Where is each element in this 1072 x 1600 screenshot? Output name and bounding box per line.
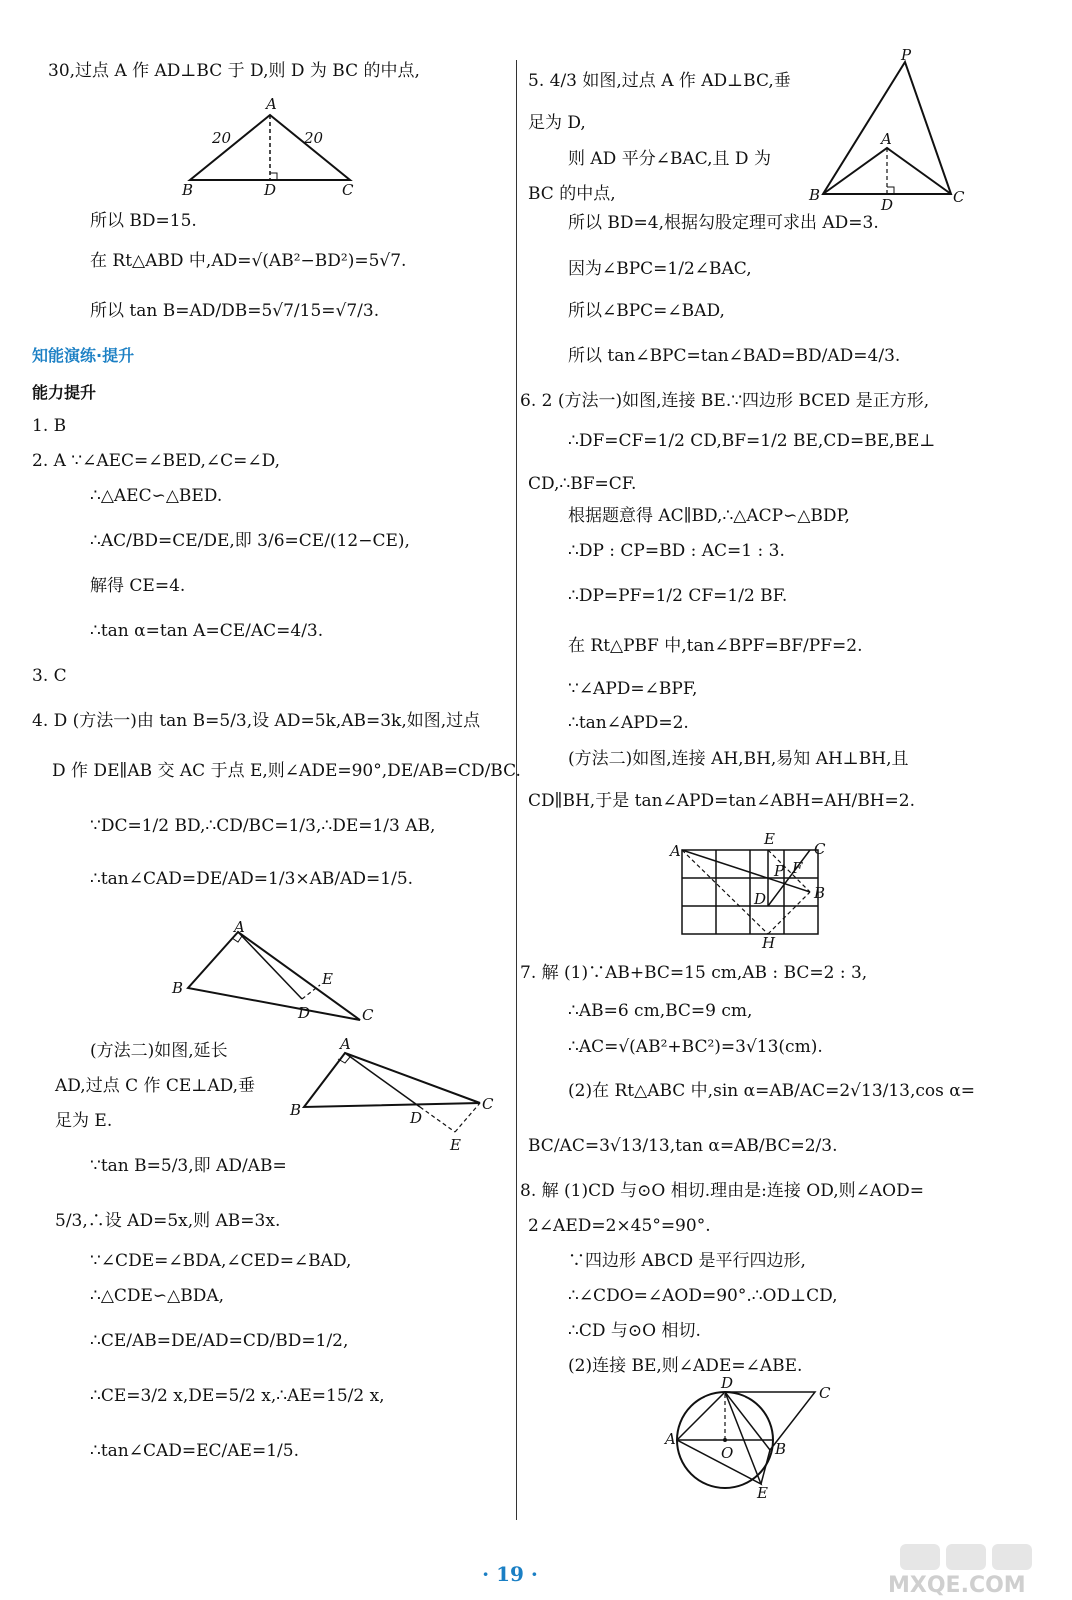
label-B: B (775, 1440, 787, 1458)
section-title: 知能演练·提升 (32, 346, 135, 365)
label-D: D (410, 1109, 423, 1127)
figure-circle (665, 1374, 845, 1502)
label-B: B (290, 1101, 302, 1119)
label-E: E (764, 830, 775, 848)
label-P: P (901, 46, 912, 64)
left-line: ∴CE/AB=DE/AD=CD/BD=1/2, (90, 1331, 349, 1351)
right-line: ∴tan∠APD=2. (568, 713, 689, 733)
left-line: ∵∠CDE=∠BDA,∠CED=∠BAD, (90, 1251, 352, 1271)
label-A: A (881, 130, 892, 148)
left-line: ∴△AEC∽△BED. (90, 486, 223, 506)
figure-triangle-method2 (290, 1035, 500, 1155)
left-line: AD,过点 C 作 CE⊥AD,垂 (55, 1076, 256, 1096)
right-line: 因为∠BPC=1/2∠BAC, (568, 259, 752, 279)
right-line: BC/AC=3√13/13,tan α=AB/BC=2/3. (528, 1136, 838, 1156)
right-line: ∵四边形 ABCD 是平行四边形, (568, 1251, 806, 1271)
right-line: (2)连接 BE,则∠ADE=∠ABE. (568, 1356, 803, 1376)
label-D: D (298, 1004, 311, 1022)
left-line: 所以 tan B=AD/DB=5√7/15=√7/3. (90, 301, 380, 321)
right-line: BC 的中点, (528, 184, 616, 204)
label-C: C (482, 1095, 494, 1113)
right-line: ∴DF=CF=1/2 CD,BF=1/2 BE,CD=BE,BE⊥ (568, 431, 936, 451)
label-20-right: 20 (304, 129, 324, 147)
label-E: E (322, 970, 333, 988)
left-line: (方法二)如图,延长 (90, 1041, 228, 1061)
right-line: ∴CD 与⊙O 相切. (568, 1321, 701, 1341)
label-C: C (819, 1384, 831, 1402)
right-line: 在 Rt△PBF 中,tan∠BPF=BF/PF=2. (568, 636, 863, 656)
left-line: ∴tan∠CAD=EC/AE=1/5. (90, 1441, 299, 1461)
right-line: CD,∴BF=CF. (528, 474, 637, 494)
left-line: ∴tan α=tan A=CE/AC=4/3. (90, 621, 324, 641)
label-E: E (450, 1136, 461, 1154)
right-line: 所以∠BPC=∠BAD, (568, 301, 725, 321)
right-line: ∴DP : CP=BD : AC=1 : 3. (568, 541, 785, 561)
left-line: ∵DC=1/2 BD,∴CD/BC=1/3,∴DE=1/3 AB, (90, 816, 436, 836)
watermark-text: MXQE.COM (888, 1573, 1026, 1598)
label-D: D (721, 1374, 734, 1392)
label-B: B (182, 181, 194, 199)
left-line: ∵tan B=5/3,即 AD/AB= (90, 1156, 287, 1176)
label-A: A (670, 842, 681, 860)
label-D: D (264, 181, 277, 199)
right-line: 所以 tan∠BPC=tan∠BAD=BD/AD=4/3. (568, 346, 901, 366)
right-line: ∴∠CDO=∠AOD=90°.∴OD⊥CD, (568, 1286, 838, 1306)
right-line: 2∠AED=2×45°=90°. (528, 1216, 711, 1236)
label-A: A (665, 1430, 676, 1448)
right-line: ∵∠APD=∠BPF, (568, 679, 698, 699)
label-20-left: 20 (212, 129, 232, 147)
label-D: D (754, 890, 767, 908)
right-line: (方法二)如图,连接 AH,BH,易知 AH⊥BH,且 (568, 749, 909, 769)
right-line: 足为 D, (528, 113, 586, 133)
answer-8: 8. 解 (1)CD 与⊙O 相切.理由是:连接 OD,则∠AOD= (520, 1181, 924, 1201)
column-divider (516, 60, 517, 1520)
answer-1: 1. B (32, 416, 67, 436)
label-A: A (234, 918, 245, 936)
page-number: · 19 · (482, 1562, 538, 1586)
right-line: ∴AC=√(AB²+BC²)=3√13(cm). (568, 1037, 823, 1057)
left-line: 解得 CE=4. (90, 576, 186, 596)
left-line: 5/3,∴设 AD=5x,则 AB=3x. (55, 1211, 281, 1231)
label-O: O (721, 1444, 734, 1462)
label-C: C (953, 188, 965, 206)
answer-4: 4. D (方法一)由 tan B=5/3,设 AD=5k,AB=3k,如图,过点 (32, 711, 481, 731)
right-line: CD∥BH,于是 tan∠APD=tan∠ABH=AH/BH=2. (528, 791, 915, 811)
figure-grid (668, 826, 838, 951)
right-line: 所以 BD=4,根据勾股定理可求出 AD=3. (568, 213, 879, 233)
label-F: F (792, 859, 803, 877)
right-line: (2)在 Rt△ABC 中,sin α=AB/AC=2√13/13,cos α= (568, 1081, 976, 1101)
label-A: A (340, 1035, 351, 1053)
figure-triangle-PBC (805, 46, 975, 214)
left-line: 在 Rt△ABD 中,AD=√(AB²−BD²)=5√7. (90, 251, 407, 271)
left-line: ∴tan∠CAD=DE/AD=1/3×AB/AD=1/5. (90, 869, 414, 889)
label-B: B (809, 186, 821, 204)
label-D: D (881, 196, 894, 214)
label-H: H (762, 934, 776, 952)
left-line: 30,过点 A 作 AD⊥BC 于 D,则 D 为 BC 的中点, (48, 61, 420, 81)
right-line: 根据题意得 AC∥BD,∴△ACP∽△BDP, (568, 506, 850, 526)
answer-3: 3. C (32, 666, 67, 686)
answer-7: 7. 解 (1)∵AB+BC=15 cm,AB : BC=2 : 3, (520, 963, 868, 983)
right-line: ∴AB=6 cm,BC=9 cm, (568, 1001, 753, 1021)
right-line: ∴DP=PF=1/2 CF=1/2 BF. (568, 586, 788, 606)
left-line: 所以 BD=15. (90, 211, 197, 231)
answer-6: 6. 2 (方法一)如图,连接 BE.∵四边形 BCED 是正方形, (520, 391, 930, 411)
watermark-logo (880, 1540, 1060, 1598)
label-C: C (814, 840, 826, 858)
figure-isosceles-triangle (180, 95, 380, 205)
left-line: ∴AC/BD=CE/DE,即 3/6=CE/(12−CE), (90, 531, 410, 551)
label-C: C (362, 1006, 374, 1024)
answer-5: 5. 4/3 如图,过点 A 作 AD⊥BC,垂 (528, 71, 791, 91)
left-line: ∴CE=3/2 x,DE=5/2 x,∴AE=15/2 x, (90, 1386, 385, 1406)
left-line: ∴△CDE∽△BDA, (90, 1286, 225, 1306)
label-E: E (757, 1484, 768, 1502)
label-B: B (172, 979, 184, 997)
figure-triangle-method1 (170, 920, 380, 1030)
right-line: 则 AD 平分∠BAC,且 D 为 (568, 149, 771, 169)
label-P: P (774, 862, 785, 880)
label-A: A (266, 95, 277, 113)
label-B: B (814, 884, 826, 902)
subsection-title: 能力提升 (32, 383, 97, 402)
left-line: D 作 DE∥AB 交 AC 于点 E,则∠ADE=90°,DE/AB=CD/BC. (52, 761, 521, 781)
label-C: C (342, 181, 354, 199)
left-line: 足为 E. (55, 1111, 113, 1131)
answer-2: 2. A ∵∠AEC=∠BED,∠C=∠D, (32, 451, 281, 471)
